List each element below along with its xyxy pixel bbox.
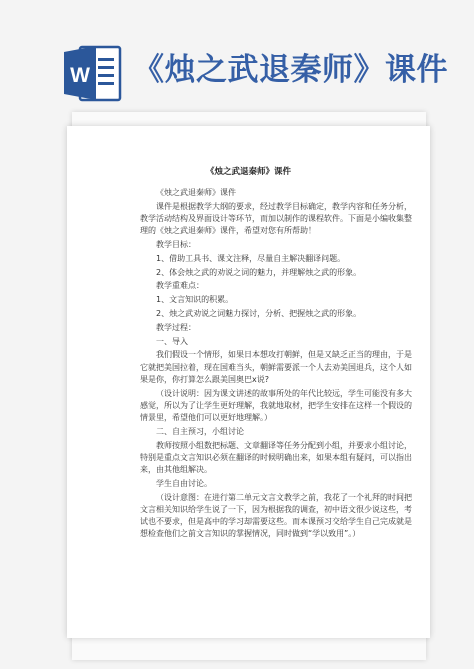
paragraph: 我们假设一个情形，如果日本想攻打朝鲜，但是又缺乏正当的理由，于是它就把美国拉着，现在国难当头，朝鲜需要派一个人去劝美国退兵，这个人如果是你，你打算怎么跟美国奥巴x说? bbox=[140, 350, 412, 384]
paragraph: 教师按照小组数把标题、文章翻译等任务分配到小组，并要求小组讨论，特别是重点文言知识必须在翻译的时候明确出来，如果本组有疑问，可以指出来，由其他组解决。 bbox=[140, 440, 412, 474]
paragraph: 教学目标： bbox=[156, 240, 196, 249]
word-document-icon bbox=[62, 42, 122, 104]
paragraph: 一、导入 bbox=[156, 336, 188, 346]
paragraph: 二、自主预习，小组讨论 bbox=[156, 426, 244, 436]
paragraph: （设计说明：因为课文讲述的故事所处的年代比较远，学生可能没有多大感觉，所以为了让学生更好理解，我就地取材，把学生安排在这样一个假设的情景里，希望他们可以更好地理解。） bbox=[140, 388, 412, 422]
paragraph: 《烛之武退秦师》课件 bbox=[156, 188, 236, 197]
document-page bbox=[67, 126, 430, 638]
svg-text:W: W bbox=[70, 64, 90, 87]
paragraph: （设计意图：在进行第二单元文言文教学之前，我花了一个礼拜的时间把文言相关知识给学生说了一下，因为根据我的调查，初中语文很少说这些，考试也不要求，但是高中的学习却需要这些。而本课预习交给学生自己完成就是想检查他们之前文言知识的掌握情况，同时做到“学以致用”。） bbox=[140, 492, 412, 539]
header bbox=[0, 0, 474, 120]
document-title: 《烛之武退秦师》课件 bbox=[205, 167, 291, 177]
paragraph: 教学过程： bbox=[156, 322, 196, 332]
page-title: 《烛之武退秦师》课件 bbox=[133, 52, 448, 88]
paragraph: 2、体会烛之武的劝说之词的魅力，并理解烛之武的形象。 bbox=[156, 267, 362, 277]
paragraph: 2、烛之武劝说之词魅力探讨，分析、把握烛之武的形象。 bbox=[156, 308, 362, 318]
paragraph: 学生自由讨论。 bbox=[156, 478, 212, 488]
paragraph: 教学重难点： bbox=[156, 281, 204, 291]
paragraph: 课件是根据教学大纲的要求，经过教学目标确定，教学内容和任务分析，教学活动结构及界面设计等环节，而加以制作的课程软件。下面是小编收集整理的《烛之武退秦师》课件，希望对您有所帮助！ bbox=[140, 201, 412, 236]
paragraph: 1、借助工具书、课文注释，尽量自主解决翻译问题。 bbox=[156, 253, 346, 263]
document-body bbox=[140, 187, 412, 540]
paragraph: 1、文言知识的积累。 bbox=[156, 295, 234, 305]
